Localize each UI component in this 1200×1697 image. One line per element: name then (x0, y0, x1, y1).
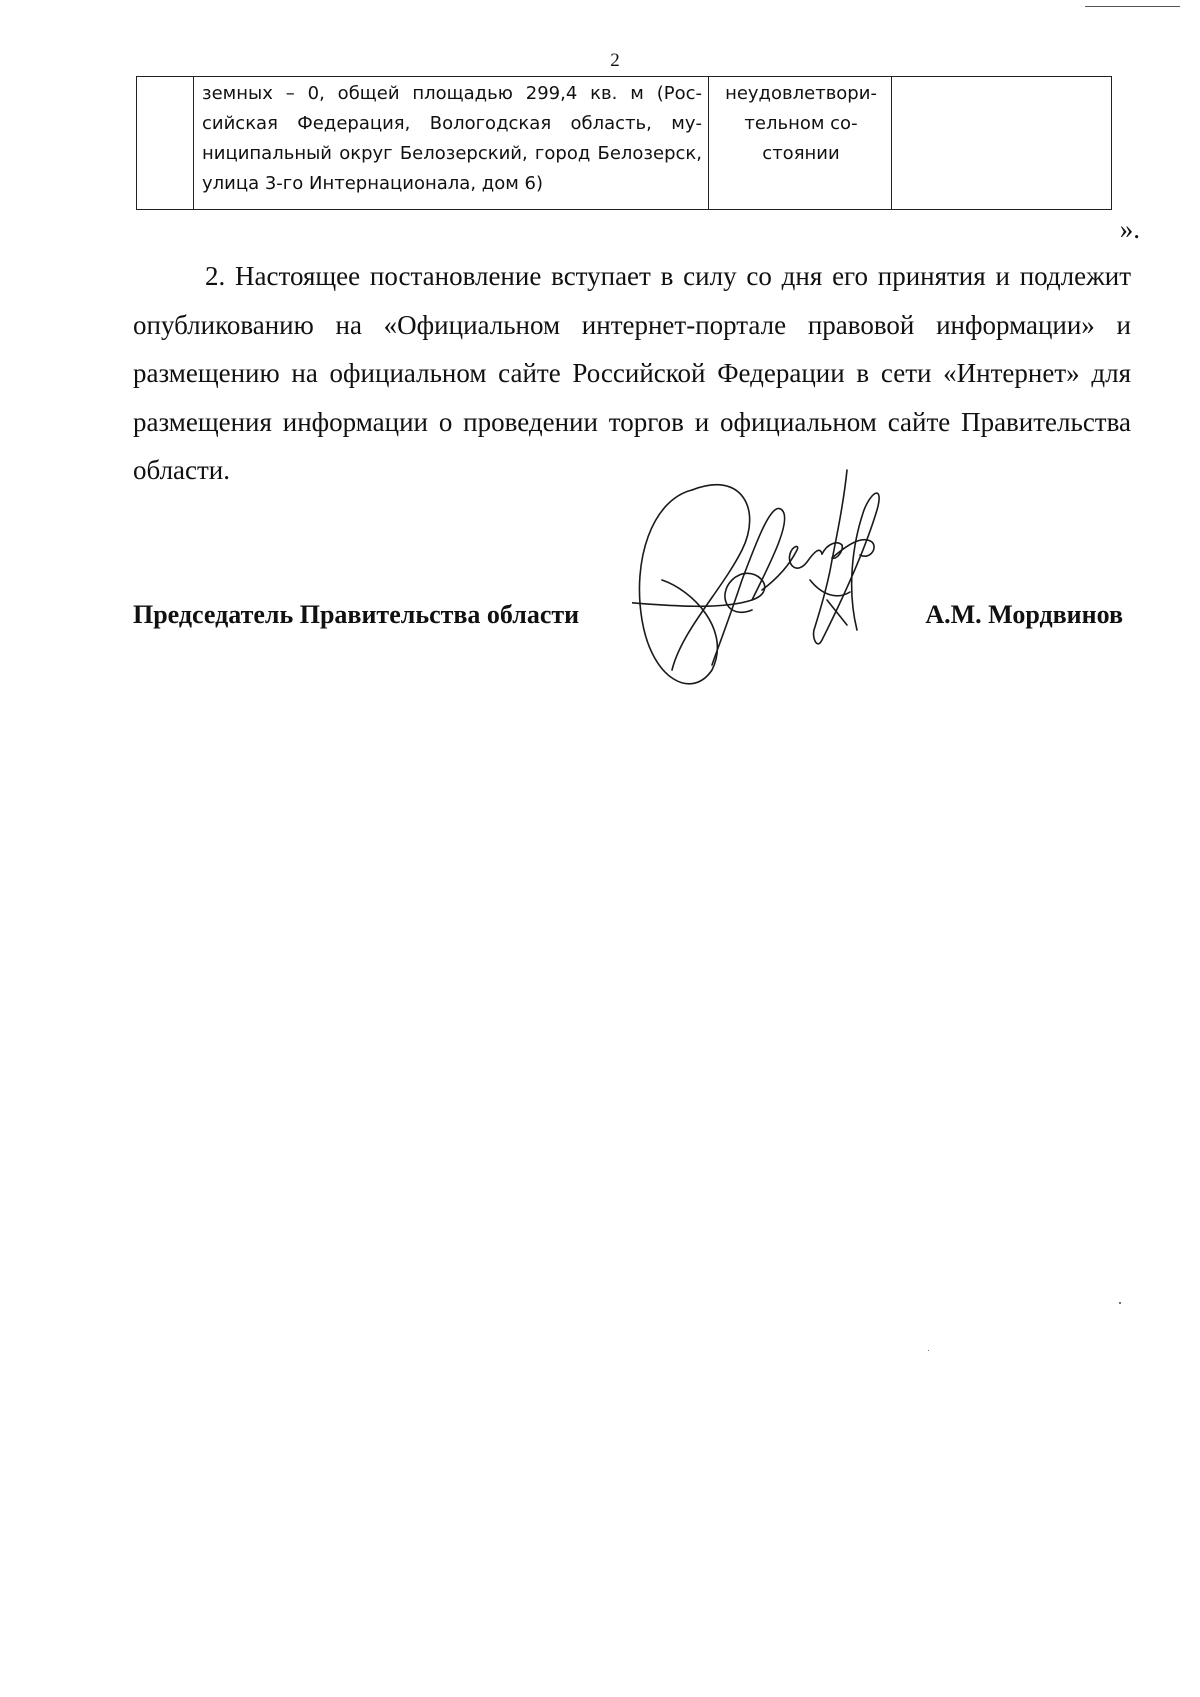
table-cell-number (137, 77, 194, 210)
signature-block (133, 595, 1123, 635)
signer-name: А.М. Мордвинов (925, 600, 1123, 629)
handwritten-signature (632, 450, 932, 710)
page-number: 2 (610, 50, 620, 71)
scan-edge-mark (1085, 0, 1180, 7)
paragraph-effective-date: 2. Настоящее постановление вступает в силу со дня его принятия и подлежит опубликованию на «Официальном интернет-портале правовой информации» и размещению на официальном сайте Российской Федерации в сети «Интернет» для размещения информации о проведении торгов и официальном сайте Правительства области. (133, 261, 1131, 485)
table-cell-object-description: земных – 0, общей площадью 299,4 кв. м (Российская Федерация, Вологодская область, муниципальный округ Белозерский, город Белозерск, улица 3-го Интернационала, дом 6) (194, 77, 709, 210)
continuation-table (136, 76, 1112, 210)
table-cell-extra (892, 77, 1112, 210)
closing-quote: ». (1119, 214, 1140, 244)
table-row (137, 77, 1112, 210)
scan-speck (928, 1350, 929, 1351)
signer-title: Председатель Правительства области (133, 600, 580, 629)
table-cell-condition: неудовлетворительном состоянии (709, 77, 892, 210)
scan-speck (1119, 1302, 1121, 1304)
